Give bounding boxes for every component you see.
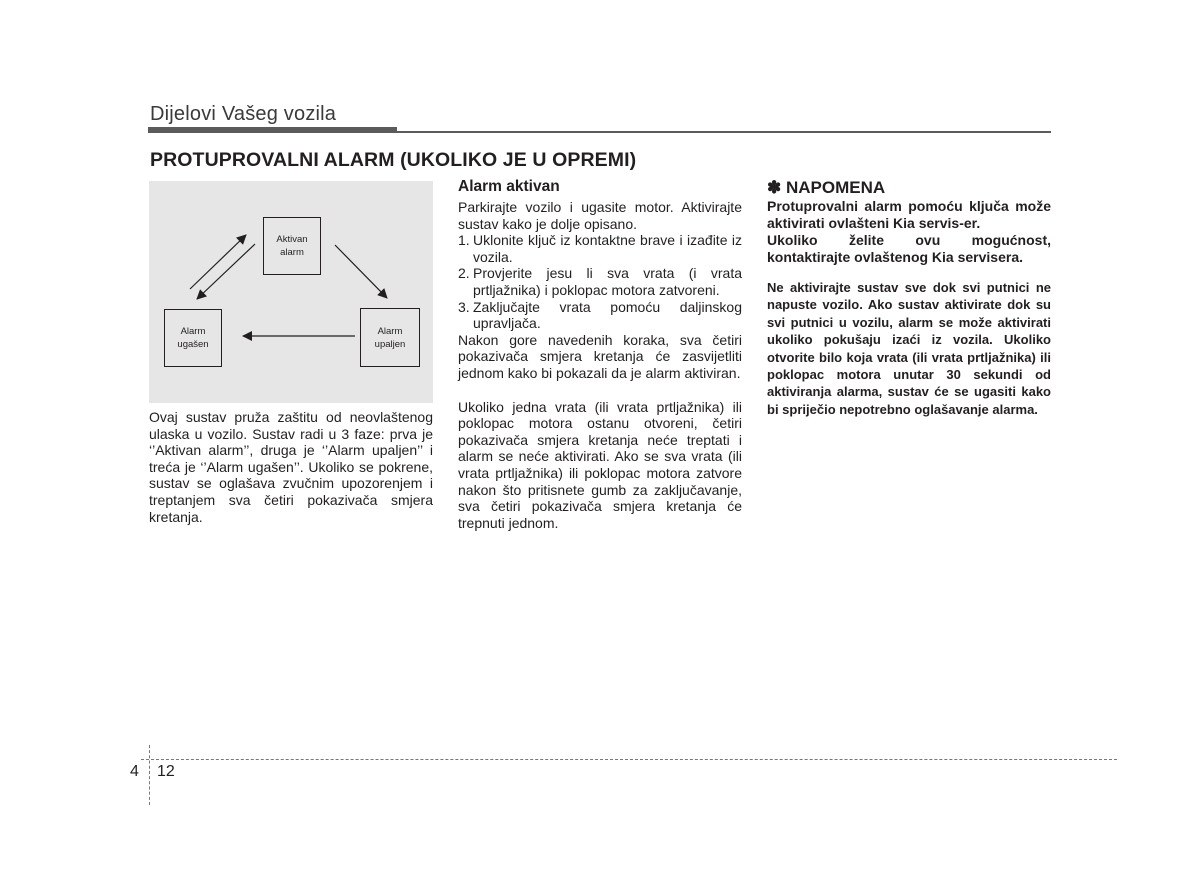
state-box-on: Alarm upaljen — [360, 308, 420, 367]
list-item: 2. Provjerite jesu li sva vrata (i vrata prtljažnika) i poklopac motora zatvoreni. — [458, 265, 742, 298]
footer-divider — [141, 759, 1117, 760]
alarm-active-after: Nakon gore navedenih koraka, sva četiri pokazivača smjera kretanja će zasvijetliti jednom kako bi pokazali da je alarm aktiviran. — [458, 331, 742, 381]
section-header: Dijelovi Vašeg vozila — [150, 103, 337, 125]
page-number: 12 — [157, 763, 175, 780]
note-paragraph-2: Ukoliko želite ovu mogućnost, kontaktirajte ovlaštenog Kia servisera. — [767, 232, 1051, 265]
state-box-off: Alarm ugašen — [164, 309, 222, 367]
state-box-active: Aktivan alarm — [263, 217, 321, 275]
alarm-active-heading: Alarm aktivan — [458, 178, 560, 195]
alarm-active-section — [458, 178, 742, 531]
steps-list — [458, 232, 742, 332]
header-rule — [397, 131, 1051, 133]
diagram-arrows — [149, 181, 433, 403]
note-title: ✽ NAPOMENA — [767, 178, 886, 197]
page-title: PROTUPROVALNI ALARM (UKOLIKO JE U OPREMI) — [150, 149, 637, 171]
intro-paragraph: Ovaj sustav pruža zaštitu od neovlaštenog ulaska u vozilo. Sustav radi u 3 faze: prva je ‘’Aktivan alarm’’, druga je ‘’Alarm upaljen’’ i treća je ‘’Alarm ugašen’’. Ukoliko se pokrene, sustav se oglašava zvučnim upozorenjem i treptanjem sva četiri pokazivača smjera kretanja. — [149, 409, 433, 525]
footer-vertical-divider — [149, 745, 150, 805]
header-accent-bar — [148, 127, 397, 133]
arrow-active-to-on — [335, 245, 387, 298]
alarm-active-paragraph-2: Ukoliko jedna vrata (ili vrata prtljažnika) ili poklopac motora ostanu otvoreni, četiri pokazivača smjera kretanja neće treptati i alarm se neće aktivirati. Ako se sva vrata (ili vrata prtljažnika) ili poklopac motora zatvore nakon što pritisnete gumb za zaključavanje, sva četiri pokazivača smjera kretanja će trepnuti jednom. — [458, 398, 742, 531]
note-paragraph-3: Ne aktivirajte sustav sve dok svi putnici ne napuste vozilo. Ako sustav aktivirate dok su svi putnici u vozilu, alarm se može aktivirati ukoliko pokušaju izaći iz vozila. Ukoliko otvorite bilo koja vrata (ili vrata prtljažnika) ili poklopac motora unutar 30 sekundi od aktiviranja alarma, sustav će se ugasiti kako bi spriječio nepotrebno oglašavanje alarma. — [767, 280, 1051, 417]
note-section — [767, 178, 1051, 418]
list-item: 3. Zaključajte vrata pomoću daljinskog upravljača. — [458, 298, 742, 332]
note-paragraph-1: Protuprovalni alarm pomoću ključa može aktivirati ovlašteni Kia servis-er. — [767, 198, 1051, 231]
chapter-number: 4 — [130, 763, 139, 780]
arrow-off-to-active — [190, 235, 246, 289]
alarm-states-diagram — [149, 181, 433, 403]
alarm-active-intro: Parkirajte vozilo i ugasite motor. Aktivirajte sustav kako je dolje opisano. — [458, 199, 742, 232]
arrow-active-to-off — [197, 244, 255, 299]
list-item: 1. Uklonite ključ iz kontaktne brave i izađite iz vozila. — [458, 232, 742, 265]
